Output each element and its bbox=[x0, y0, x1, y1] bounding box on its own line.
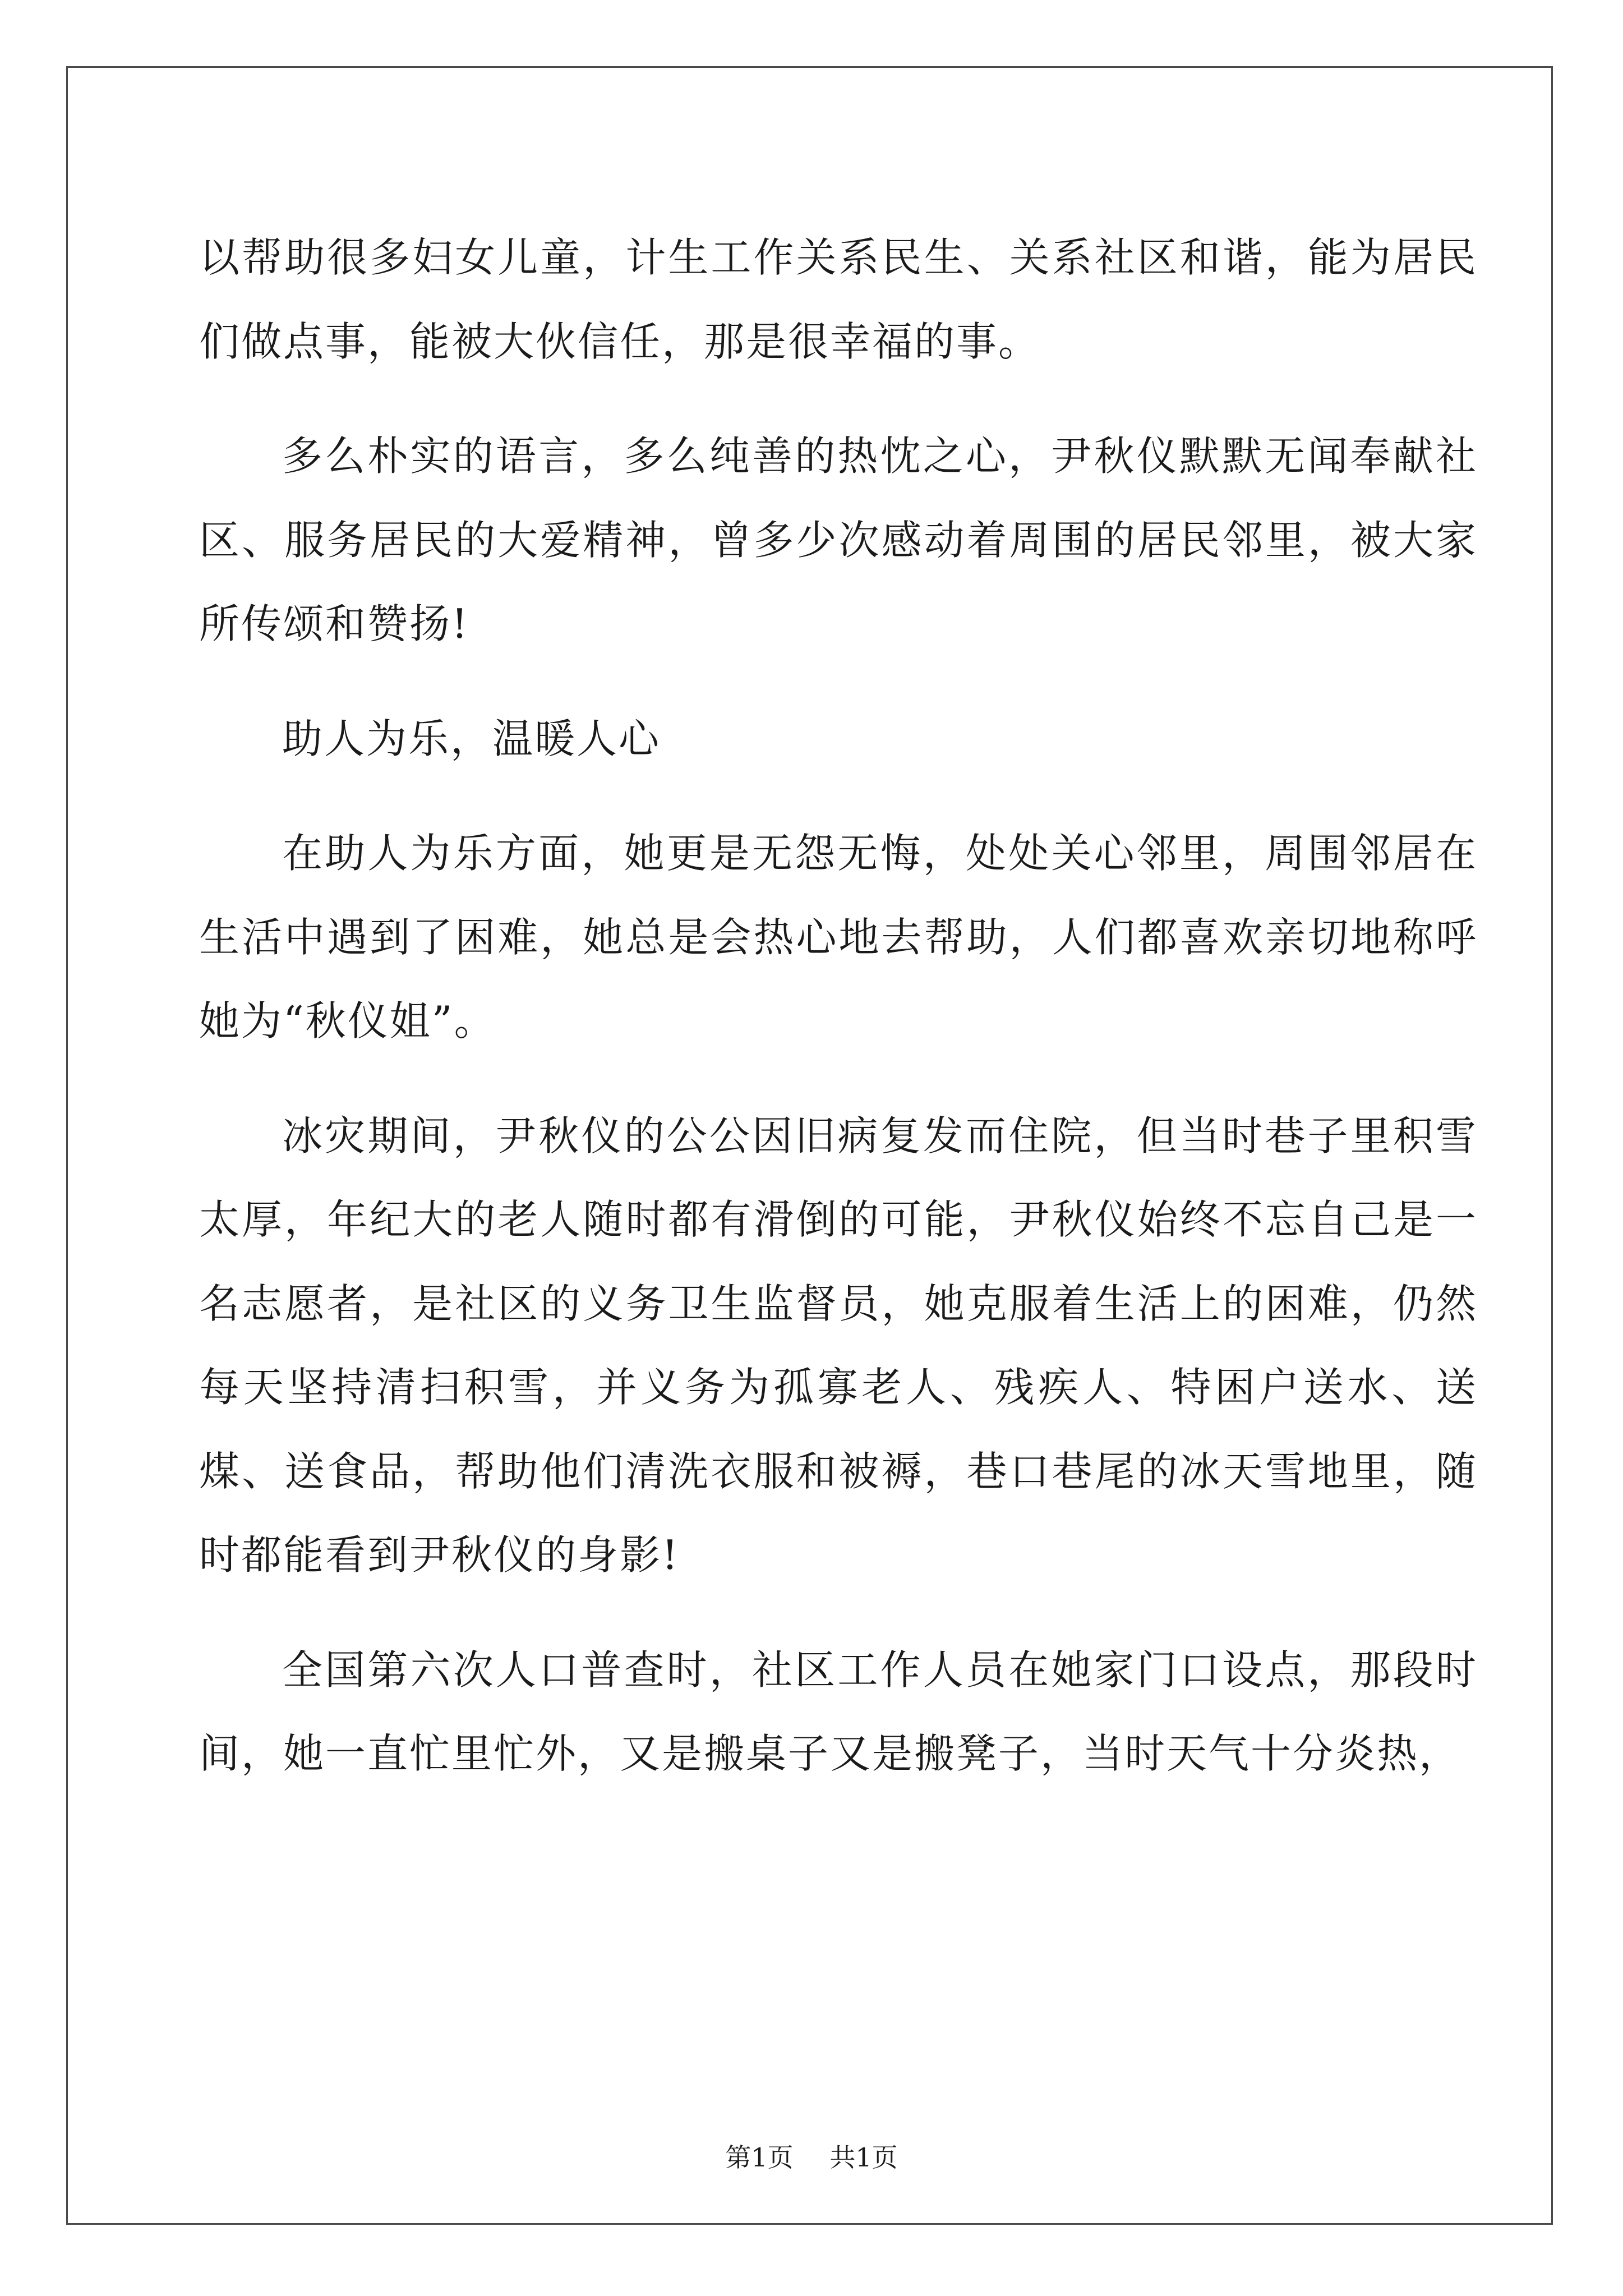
paragraph-3: 在助人为乐方面，她更是无怨无悔，处处关心邻里，周围邻居在生活中遇到了困难，她总是会热心地去帮助，人们都喜欢亲切地称呼她为“秋仪姐”。 bbox=[199, 830, 1478, 1045]
paragraph-4: 冰灾期间，尹秋仪的公公因旧病复发而住院，但当时巷子里积雪太厚，年纪大的老人随时都有滑倒的可能，尹秋仪始终不忘自己是一名志愿者，是社区的义务卫生监督员，她克服着生活上的困难，仍然每天坚持清扫积雪，并义务为孤寡老人、残疾人、特困户送水、送煤、送食品，帮助他们清洗衣服和被褥，巷口巷尾的冰天雪地里，随时都能看到尹秋仪的身影! bbox=[199, 1112, 1478, 1579]
page-number: 第1页 bbox=[725, 2142, 794, 2173]
section-heading: 助人为乐，温暖人心 bbox=[282, 715, 661, 762]
paragraph-1: 以帮助很多妇女儿童，计生工作关系民生、关系社区和谐，能为居民们做点事，能被大伙信任，那是很幸福的事。 bbox=[199, 234, 1478, 365]
paragraph-2: 多么朴实的语言，多么纯善的热忱之心，尹秋仪默默无闻奉献社区、服务居民的大爱精神，曾多少次感动着周围的居民邻里，被大家所传颂和赞扬! bbox=[199, 432, 1478, 647]
page-total: 共1页 bbox=[829, 2142, 898, 2173]
page-footer bbox=[0, 2137, 1623, 2174]
paragraph-5: 全国第六次人口普查时，社区工作人员在她家门口设点，那段时间，她一直忙里忙外，又是搬桌子又是搬凳子，当时天气十分炎热， bbox=[199, 1646, 1478, 1777]
document-body bbox=[199, 216, 1478, 1827]
